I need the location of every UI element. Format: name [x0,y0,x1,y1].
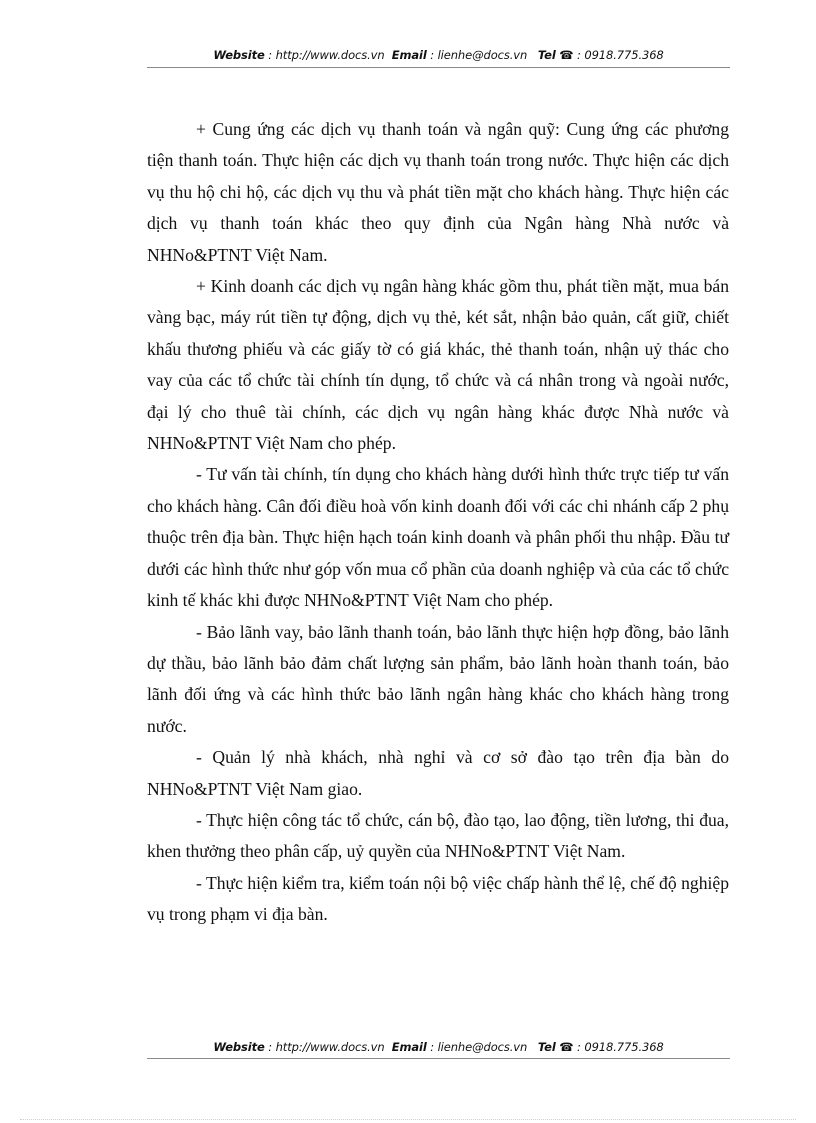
header-divider [147,67,730,68]
page-edge-divider [20,1119,796,1120]
paragraph: - Thực hiện kiểm tra, kiểm toán nội bộ việc chấp hành thể lệ, chế độ nghiệp vụ trong phạm vi địa bàn. [147,872,729,925]
header-website-link[interactable]: http://www.docs.vn [275,48,385,62]
page-header [147,48,730,62]
header-email-link[interactable]: lienhe@docs.vn [437,48,528,62]
header-website-label: Website [213,48,265,62]
header-email-sep: : [426,48,438,62]
footer-divider [147,1058,730,1059]
footer-email-sep: : [426,1040,438,1054]
header-tel-value: : 0918.775.368 [573,48,664,62]
paragraph: - Tư vấn tài chính, tín dụng cho khách hàng dưới hình thức trực tiếp tư vấn cho khách hàng. Cân đối điều hoà vốn kinh doanh đối với các chi nhánh cấp 2 phụ thuộc trên địa bàn. Thực hiện hạch toán kinh doanh và phân phối thu nhập. Đầu tư dưới các hình thức như góp vốn mua cổ phần của doanh nghiệp và của các tổ chức kinh tế khác khi được NHNo&PTNT Việt Nam cho phép. [147,464,729,611]
phone-icon: ☎ [559,48,574,62]
footer-website-label: Website [213,1040,265,1054]
footer-website-sep: : [264,1040,276,1054]
paragraph: - Quản lý nhà khách, nhà nghỉ và cơ sở đào tạo trên địa bàn do NHNo&PTNT Việt Nam giao. [147,747,729,799]
paragraph: + Cung ứng các dịch vụ thanh toán và ngân quỹ: Cung ứng các phương tiện thanh toán. Thực hiện các dịch vụ thanh toán trong nước. Thực hiện các dịch vụ thu hộ chi hộ, các dịch vụ thu và phát tiền mặt cho khách hàng. Thực hiện các dịch vụ thanh toán khác theo quy định của Ngân hàng Nhà nước và NHNo&PTNT Việt Nam. [147,119,729,265]
footer-email-link[interactable]: lienhe@docs.vn [437,1040,528,1054]
document-body [147,114,729,931]
page-footer [147,1040,730,1054]
header-tel-label: Tel [537,48,556,62]
footer-tel-value: : 0918.775.368 [573,1040,664,1054]
footer-tel-label: Tel [537,1040,556,1054]
footer-website-link[interactable]: http://www.docs.vn [275,1040,385,1054]
footer-email-label: Email [391,1040,427,1054]
header-email-label: Email [391,48,427,62]
paragraph: - Bảo lãnh vay, bảo lãnh thanh toán, bảo lãnh thực hiện hợp đồng, bảo lãnh dự thầu, bảo lãnh bảo đảm chất lượng sản phẩm, bảo lãnh hoàn thanh toán, bảo lãnh đối ứng và các hình thức bảo lãnh ngân hàng khác cho khách hàng trong nước. [147,621,729,736]
phone-icon: ☎ [559,1040,574,1054]
header-website-sep: : [264,48,276,62]
paragraph: + Kinh doanh các dịch vụ ngân hàng khác gồm thu, phát tiền mặt, mua bán vàng bạc, máy rút tiền tự động, dịch vụ thẻ, két sắt, nhận bảo quản, cất giữ, chiết khấu thương phiếu và các giấy tờ có giá khác, thẻ thanh toán, nhận uỷ thác cho vay của các tổ chức tài chính tín dụng, tổ chức và cá nhân trong và ngoài nước, đại lý cho thuê tài chính, các dịch vụ ngân hàng khác được Nhà nước và NHNo&PTNT Việt Nam cho phép. [147,276,729,454]
paragraph: - Thực hiện công tác tổ chức, cán bộ, đào tạo, lao động, tiền lương, thi đua, khen thưởng theo phân cấp, uỷ quyền của NHNo&PTNT Việt Nam. [147,809,729,862]
